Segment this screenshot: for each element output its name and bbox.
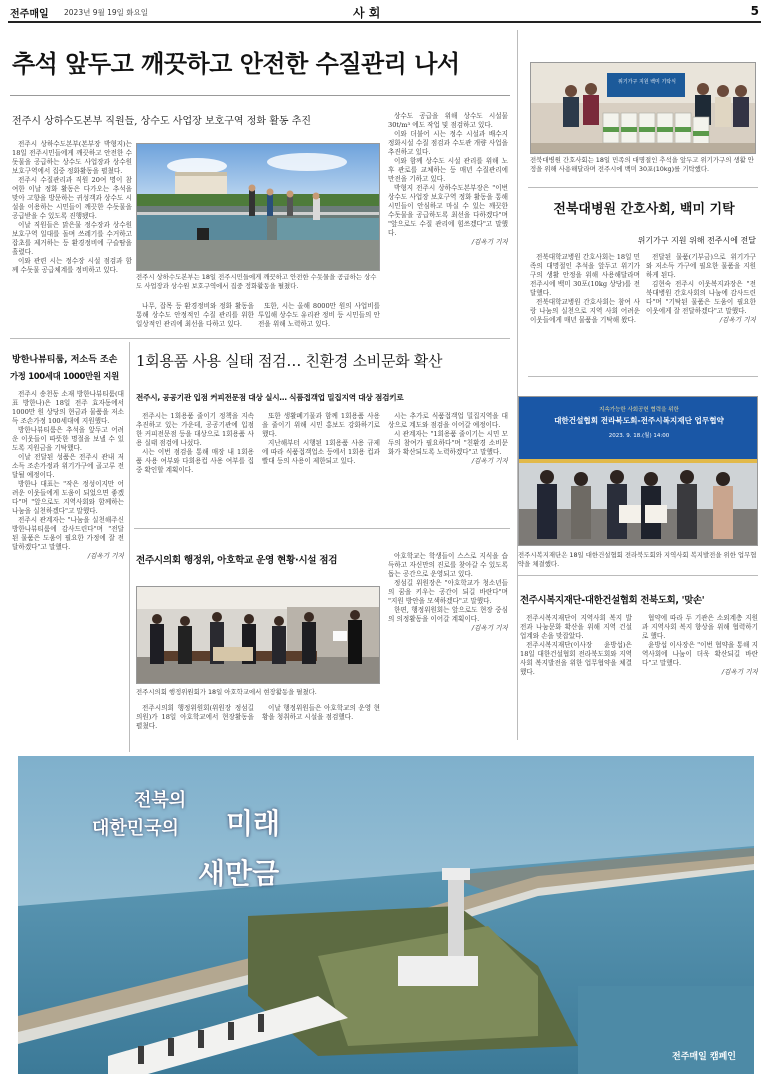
council-col1 xyxy=(136,704,254,752)
mou-photo xyxy=(518,396,758,546)
disposable-col3 xyxy=(388,412,508,516)
ad-slogan xyxy=(88,786,408,926)
divider xyxy=(134,528,510,529)
mou-para: 전주시복지재단이 지역사회 복지 발전과 나눔문화 확산을 위해 지역 건설업계와 손을 맞잡았다. xyxy=(520,614,632,640)
council-para: 전주시의회 행정위원회(위원장 정섬길 의원)가 18일 아호학교에서 현장활동을 펼쳤다. xyxy=(136,704,254,730)
lead-underline xyxy=(10,95,510,96)
beauty-para: 전주시 송천동 소재 방한나뷰티룸(대표 방한나)은 18일 전주 효자동에서 1000만 원 상당의 현금과 물품을 저소득 조손가정 100세대에 지원했다. xyxy=(12,390,124,425)
ad-slogan-line1: 전북의 xyxy=(134,790,187,811)
mou-banner-title: 대한건설협회 전라북도회-전주시복지재단 업무협약 xyxy=(554,416,724,425)
mou-para: 전주시복지재단(이사장 윤방섭)은 18일 대한건설협회 전라북도회와 지역사회 복지발전을 위한 업무협약을 체결했다. xyxy=(520,641,632,676)
lead-subhead: 전주시 상하수도본부 직원들, 상수도 사업장 보호구역 정화 활동 추진 xyxy=(12,116,312,127)
lead-para: 이와 더불어 시는 정수 시설과 배수지 정화시설 수질 점검과 수도관 개량 사업을 추진하고 있다. xyxy=(388,130,508,156)
council-headline: 전주시의회 행정위, 아호학교 운영 현황·시설 점검 xyxy=(136,555,338,566)
lead-photo-caption: 전주시 상하수도본부는 18일 전주시민들에게 깨끗하고 안전한 수돗물을 공급하는 상수도 사업장과 상수원 보호구역에서 집중 정화활동을 펼쳤다. xyxy=(136,273,377,290)
mou-banner-date: 2023. 9. 18.(월) 14:00 xyxy=(608,433,670,439)
donation-subhead: 위기가구 지원 위해 전주시에 전달 xyxy=(637,236,756,245)
donation-col2 xyxy=(646,253,756,371)
beauty-body xyxy=(12,390,124,752)
disposable-para: 또한 생활폐기물과 함께 1회용품 사용을 줄이기 위해 시민 홍보도 강화하기로 했다. xyxy=(262,412,380,438)
lead-col2b xyxy=(258,302,380,332)
mou-col1 xyxy=(520,614,632,752)
mou-photo-caption: 전주시복지재단은 18일 대한건설협회 전라북도회와 지역사회 복지발전을 위한 업무협약을 체결했다. xyxy=(518,551,757,568)
lead-para: 상수도 공급을 위해 상수도 시설물 30t/m³ 에도 작업 및 점검하고 있다. xyxy=(388,112,508,129)
lead-para: 또한, 시는 올해 8000만 원의 사업비를 투입해 상수도 유리관 정비 등 시민들의 안전을 위해 노력하고 있다. xyxy=(258,302,380,328)
paper-name: 전주매일 xyxy=(10,9,49,20)
council-photo-caption: 전주시의회 행정위원회가 18일 아호학교에서 현장활동을 펼쳤다. xyxy=(136,688,317,696)
column-divider xyxy=(517,30,518,740)
donation-photo-caption: 전북대병원 간호사회는 18일 민족의 대명절인 추석을 앞두고 위기가구의 생활 안정을 위해 사용해달라며 전주시에 백미 30포(10kg)를 기탁했다. xyxy=(530,156,754,173)
mou-para: 협약에 따라 두 기관은 소외계층 지원과 지역사회 복지 향상을 위해 협력하기로 했다. xyxy=(642,614,758,640)
council-col3 xyxy=(388,552,508,752)
lead-para: 박형지 전주시 상하수도본부장은 "이번 상수도 사업장 보호구역 정화 활동을 통해 시민들이 안심하고 마실 수 있는 깨끗한 수돗물을 공급하도록 최선을 다하겠다"며 "앞으로도 수질 관리에 힘쓰겠다"고 말했다. xyxy=(388,184,508,237)
lead-para: 이날 직원들은 맑은물 정수장과 상수원 보호구역 일대를 돌며 쓰레기를 수거하고 잡초를 제거하는 등 환경정비에 구슬땀을 흘렸다. xyxy=(12,221,132,256)
donation-headline: 전북대병원 간호사회, 백미 기탁 xyxy=(553,202,735,217)
donation-byline: /김옥기 기자 xyxy=(719,316,756,324)
disposable-col1 xyxy=(136,412,254,516)
disposable-para: 시는 이번 점검을 통해 매장 내 1회용품 사용 여부와 다회용컵 사용 여부를 집중 확인할 계획이다. xyxy=(136,448,254,474)
lead-photo-water-plant xyxy=(136,143,380,271)
lead-para: 전주시 수질관리과 직원 20여 명이 참여한 이날 정화 활동은 다가오는 추석을 맞아 고향을 방문하는 귀성객과 상수도 시설을 이용하는 시민들이 깨끗한 수돗물을 공급받을 수 있도록 진행됐다. xyxy=(12,176,132,220)
lead-byline: /김옥기 기자 xyxy=(471,238,508,246)
beauty-headline-line1: 방한나뷰티룸, 저소득 조손 xyxy=(12,355,118,365)
ad-footer: 전주매일 캠페인 xyxy=(672,1052,736,1062)
donation-banner: 위기가구 지원 백미 기탁식 xyxy=(618,79,676,85)
ad-slogan-line4: 새만금 xyxy=(198,857,280,890)
lead-headline: 추석 앞두고 깨끗하고 안전한 수질관리 나서 xyxy=(12,50,460,78)
disposable-para: 시는 추가로 식품접객업 밀집지역을 대상으로 계도와 점검을 이어갈 예정이다. xyxy=(388,412,508,429)
beauty-byline: /김옥기 기자 xyxy=(87,552,124,560)
council-col2 xyxy=(262,704,380,752)
council-para: 정섬길 위원장은 "아호학교가 청소년들의 꿈을 키우는 공간이 되길 바란다"며 "지원 방안을 모색하겠다"고 말했다. xyxy=(388,579,508,605)
disposable-col2 xyxy=(262,412,380,516)
beauty-para: 전주시 관계자는 "나눔을 실천해주신 방한나뷰티룸에 감사드린다"며 "전달된 물품은 도움이 필요한 가정에 잘 전달하겠다"고 말했다. xyxy=(12,516,124,551)
divider xyxy=(528,376,758,377)
disposable-para: 전주시는 1회용품 줄이기 정책을 지속 추진하고 있는 가운데, 공공기관에 입점한 커피전문점 등을 대상으로 1회용품 사용 실태 점검에 나섰다. xyxy=(136,412,254,447)
donation-para: 전북대학교병원 간호사회는 18일 민족의 대명절인 추석을 앞두고 위기가구의 생활 안정을 위해 사용해달라며 전주시에 백미 30포(10kg 상당)를 전달했다. xyxy=(530,253,640,297)
beauty-para: 방한나뷰티룸은 추석을 앞두고 어려운 이웃들이 따뜻한 명절을 보낼 수 있도록 지원금을 기탁했다. xyxy=(12,426,124,452)
council-para: 아호학교는 학생들이 스스로 지식을 습득하고 자신만의 진로를 찾아갈 수 있도록 돕는 공간으로 운영되고 있다. xyxy=(388,552,508,578)
lead-col1 xyxy=(12,140,132,325)
section-title: 사 회 xyxy=(353,6,381,20)
donation-para: 김현숙 전주시 이웃복지과장은 "전북대병원 간호사회의 나눔에 감사드린다"며 "기탁된 물품은 도움이 필요한 이웃에게 잘 전달하겠다"고 말했다. xyxy=(646,280,756,315)
divider xyxy=(528,187,758,188)
ad-slogan-line3: 미래 xyxy=(226,807,281,840)
mou-byline: /김옥기 기자 xyxy=(721,668,758,676)
donation-photo xyxy=(530,62,756,154)
beauty-headline-line2: 가정 100세대 1000만원 지원 xyxy=(10,371,119,381)
lead-col3 xyxy=(388,112,508,327)
lead-para: 나무, 잡목 등 환경정비와 정화 활동을 통해 상수도 안정적인 수질 관리를 위한 일상적인 관리에 최선을 다하고 있다. xyxy=(136,302,254,328)
council-byline: /김옥기 기자 xyxy=(471,624,508,632)
issue-date: 2023년 9월 19일 화요일 xyxy=(64,8,149,17)
disposable-byline: /김옥기 기자 xyxy=(471,457,508,465)
page-number: 5 xyxy=(750,4,759,18)
divider xyxy=(10,338,510,339)
disposable-subhead: 전주시, 공공기관 입점 커피전문점 대상 실시… 식품접객업 밀집지역 대상 점검키로 xyxy=(136,393,404,402)
disposable-para: 지난해부터 시행된 1회용품 사용 규제에 따라 식품접객업소 등에서 1회용 컵과 빨대 등의 사용이 제한되고 있다. xyxy=(262,439,380,465)
lead-para: 이와 관련 시는 정수장 시설 점검과 함께 수돗물 공급체계를 정비하고 있다. xyxy=(12,257,132,274)
column-divider xyxy=(129,342,130,752)
council-photo xyxy=(136,586,380,684)
disposable-para: 시 관계자는 "1회용품 줄이기는 시민 모두의 참여가 필요하다"며 "친환경 소비문화가 확산되도록 노력하겠다"고 말했다. xyxy=(388,430,508,456)
lead-col2 xyxy=(136,302,254,332)
council-para: 이날 행정위원들은 아호학교의 운영 현황을 청취하고 시설을 점검했다. xyxy=(262,704,380,721)
mou-para: 윤방섭 이사장은 "이번 협약을 통해 지역사회에 나눔이 더욱 확산되길 바란다"고 말했다. xyxy=(642,641,758,667)
lead-para: 이와 함께 상수도 시설 관리를 위해 노후 관로를 교체하는 등 매년 수질관리에 만전을 기하고 있다. xyxy=(388,157,508,183)
beauty-para: 이날 전달된 성품은 전주시 관내 저소득 조손가정과 위기가구에 골고루 전달될 예정이다. xyxy=(12,453,124,479)
mou-headline: 전주시복지재단-대한건설협회 전북도회, '맞손' xyxy=(520,595,705,606)
mou-banner-top: 지속가능한 사회공헌 협력을 위한 xyxy=(599,407,679,413)
divider xyxy=(518,575,758,576)
ad-slogan-line2: 대한민국의 xyxy=(92,818,179,839)
beauty-para: 방한나 대표는 "작은 정성이지만 어려운 이웃들에게 도움이 되었으면 좋겠다"며 "앞으로도 지역사회와 함께하는 나눔을 실천하겠다"고 말했다. xyxy=(12,480,124,515)
disposable-headline: 1회용품 사용 실태 점검… 친환경 소비문화 확산 xyxy=(136,352,443,370)
saemangeum-ad xyxy=(18,756,754,1074)
lead-para: 전주시 상하수도본부(본부장 박형지)는 18일 전주시민들에게 깨끗하고 안전한 수돗물을 공급하는 상수도 사업장과 상수원 보호구역에서 집중 정화활동을 펼쳤다. xyxy=(12,140,132,175)
masthead-rule xyxy=(8,21,761,23)
donation-para: 전달된 물품(기부금)으로 위기가구와 저소득 가구에 필요한 물품을 지원하게 된다. xyxy=(646,253,756,279)
donation-col1 xyxy=(530,253,640,371)
donation-para: 전북대학교병원 간호사회는 참여 사랑 나눔의 실천으로 지역 사회 어려운 이웃들에게 매년 물품을 기탁해 왔다. xyxy=(530,298,640,324)
mou-col2 xyxy=(642,614,758,752)
council-para: 한편, 행정위원회는 앞으로도 현장 중심의 의정활동을 이어갈 계획이다. xyxy=(388,606,508,623)
